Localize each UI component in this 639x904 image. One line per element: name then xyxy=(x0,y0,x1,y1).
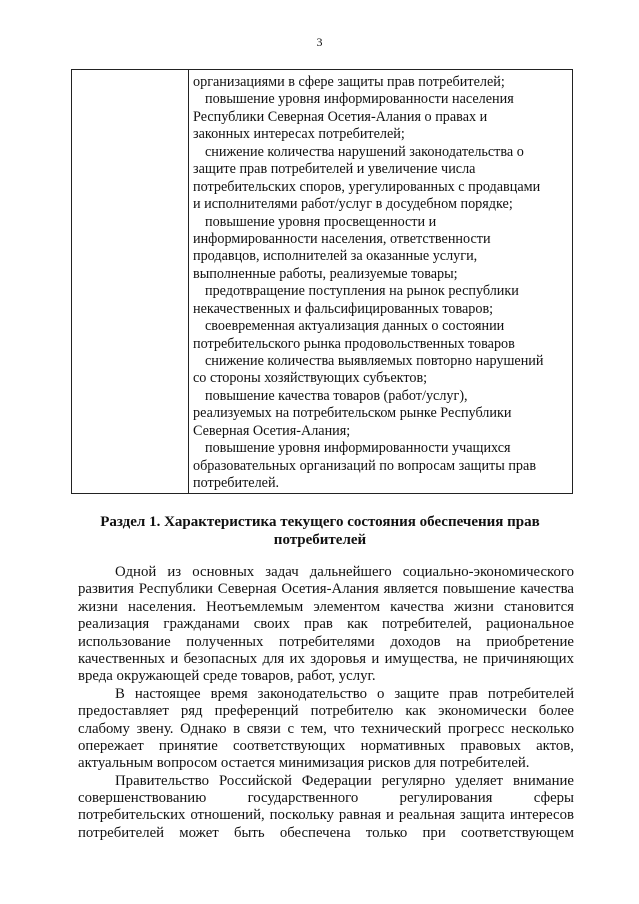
body-line: Правительство Российской Федерации регулярно уделяет внимание xyxy=(115,772,574,789)
body-line: актуальным вопросом остается минимизация рисков для потребителей. xyxy=(78,755,530,772)
body-line: В настоящее время законодательство о защите прав потребителей xyxy=(115,685,574,702)
body-line: развития Республики Северная Осетия-Алания является повышение качества xyxy=(78,581,574,598)
table-cell-line: потребительских споров, урегулированных с продавцами xyxy=(193,178,541,195)
body-line: потребительских отношений, поскольку равная и реальная защита интересов xyxy=(78,807,574,824)
table-cell-line: информированности населения, ответственности xyxy=(193,230,491,247)
section-title-line: Раздел 1. Характеристика текущего состояния обеспечения прав xyxy=(100,514,540,530)
body-line: вреда окружающей среде товаров, работ, услуг. xyxy=(78,668,376,685)
table-cell-line: своевременная актуализация данных о состоянии xyxy=(205,318,505,335)
table-cell-line: реализуемых на потребительском рынке Республики xyxy=(193,405,512,422)
body-line: использование полученных потребителями доходов на приобретение xyxy=(78,633,574,650)
table-cell-line: и исполнителями работ/услуг в досудебном порядке; xyxy=(193,196,513,213)
table-cell-line: потребителей. xyxy=(193,475,280,492)
body-line: опережает принятие соответствующих нормативных правовых актов, xyxy=(78,737,574,754)
table-cell-line: выполненные работы, реализуемые товары; xyxy=(193,265,458,282)
table-cell-line: предотвращение поступления на рынок республики xyxy=(205,283,519,300)
table-cell-line: Северная Осетия-Алания; xyxy=(193,422,351,439)
table-cell-line: некачественных и фальсифицированных товаров; xyxy=(193,300,494,317)
table-cell-line: снижение количества выявляемых повторно нарушений xyxy=(205,353,544,369)
table-cell-line: образовательных организаций по вопросам защиты прав xyxy=(193,457,537,474)
body-line: потребителей может быть обеспечена только при соответствующем xyxy=(78,824,574,841)
table-cell-line: Республики Северная Осетия-Алания о правах и xyxy=(193,108,488,125)
table-cell-line: потребительского рынка продовольственных товаров xyxy=(193,335,515,352)
table-cell-line: защите прав потребителей и увеличение числа xyxy=(193,161,476,178)
table-cell-content xyxy=(193,74,569,493)
body-text xyxy=(78,564,574,842)
table-cell-line: повышение уровня информированности населения xyxy=(205,91,514,108)
body-line: Одной из основных задач дальнейшего социально-экономического xyxy=(115,564,574,580)
section-title xyxy=(75,514,565,549)
table-cell-line: продавцов, исполнителей за оказанные услуги, xyxy=(193,248,478,265)
table-cell-line: повышение уровня просвещенности и xyxy=(205,213,437,230)
body-line: предоставляет ряд преференций потребителю как экономически более xyxy=(78,703,574,720)
body-line: жизни населения. Неотъемлемым элементом качества жизни становится xyxy=(78,598,574,615)
table-cell-line: законных интересах потребителей; xyxy=(193,126,405,143)
section-title-line: потребителей xyxy=(273,531,367,548)
body-line: реализация гражданами своих прав как потребителей, рациональное xyxy=(78,616,574,633)
page-number: 3 xyxy=(316,35,323,49)
body-line: качественных и безопасных для их здоровья и имущества, не причиняющих xyxy=(78,650,574,667)
table-cell-line: снижение количества нарушений законодательства о xyxy=(205,143,524,160)
table-cell-line: организациями в сфере защиты прав потребителей; xyxy=(193,74,505,90)
table-cell-line: повышение уровня информированности учащихся xyxy=(205,440,511,457)
table-cell-line: со стороны хозяйствующих субъектов; xyxy=(193,370,428,387)
body-line: совершенствованию государственного регулирования сферы xyxy=(78,790,574,807)
body-line: слабому звену. Однако в связи с тем, что технический прогресс несколько xyxy=(78,720,574,737)
table-cell-line: повышение качества товаров (работ/услуг), xyxy=(205,387,468,404)
table-column-divider xyxy=(188,69,189,494)
